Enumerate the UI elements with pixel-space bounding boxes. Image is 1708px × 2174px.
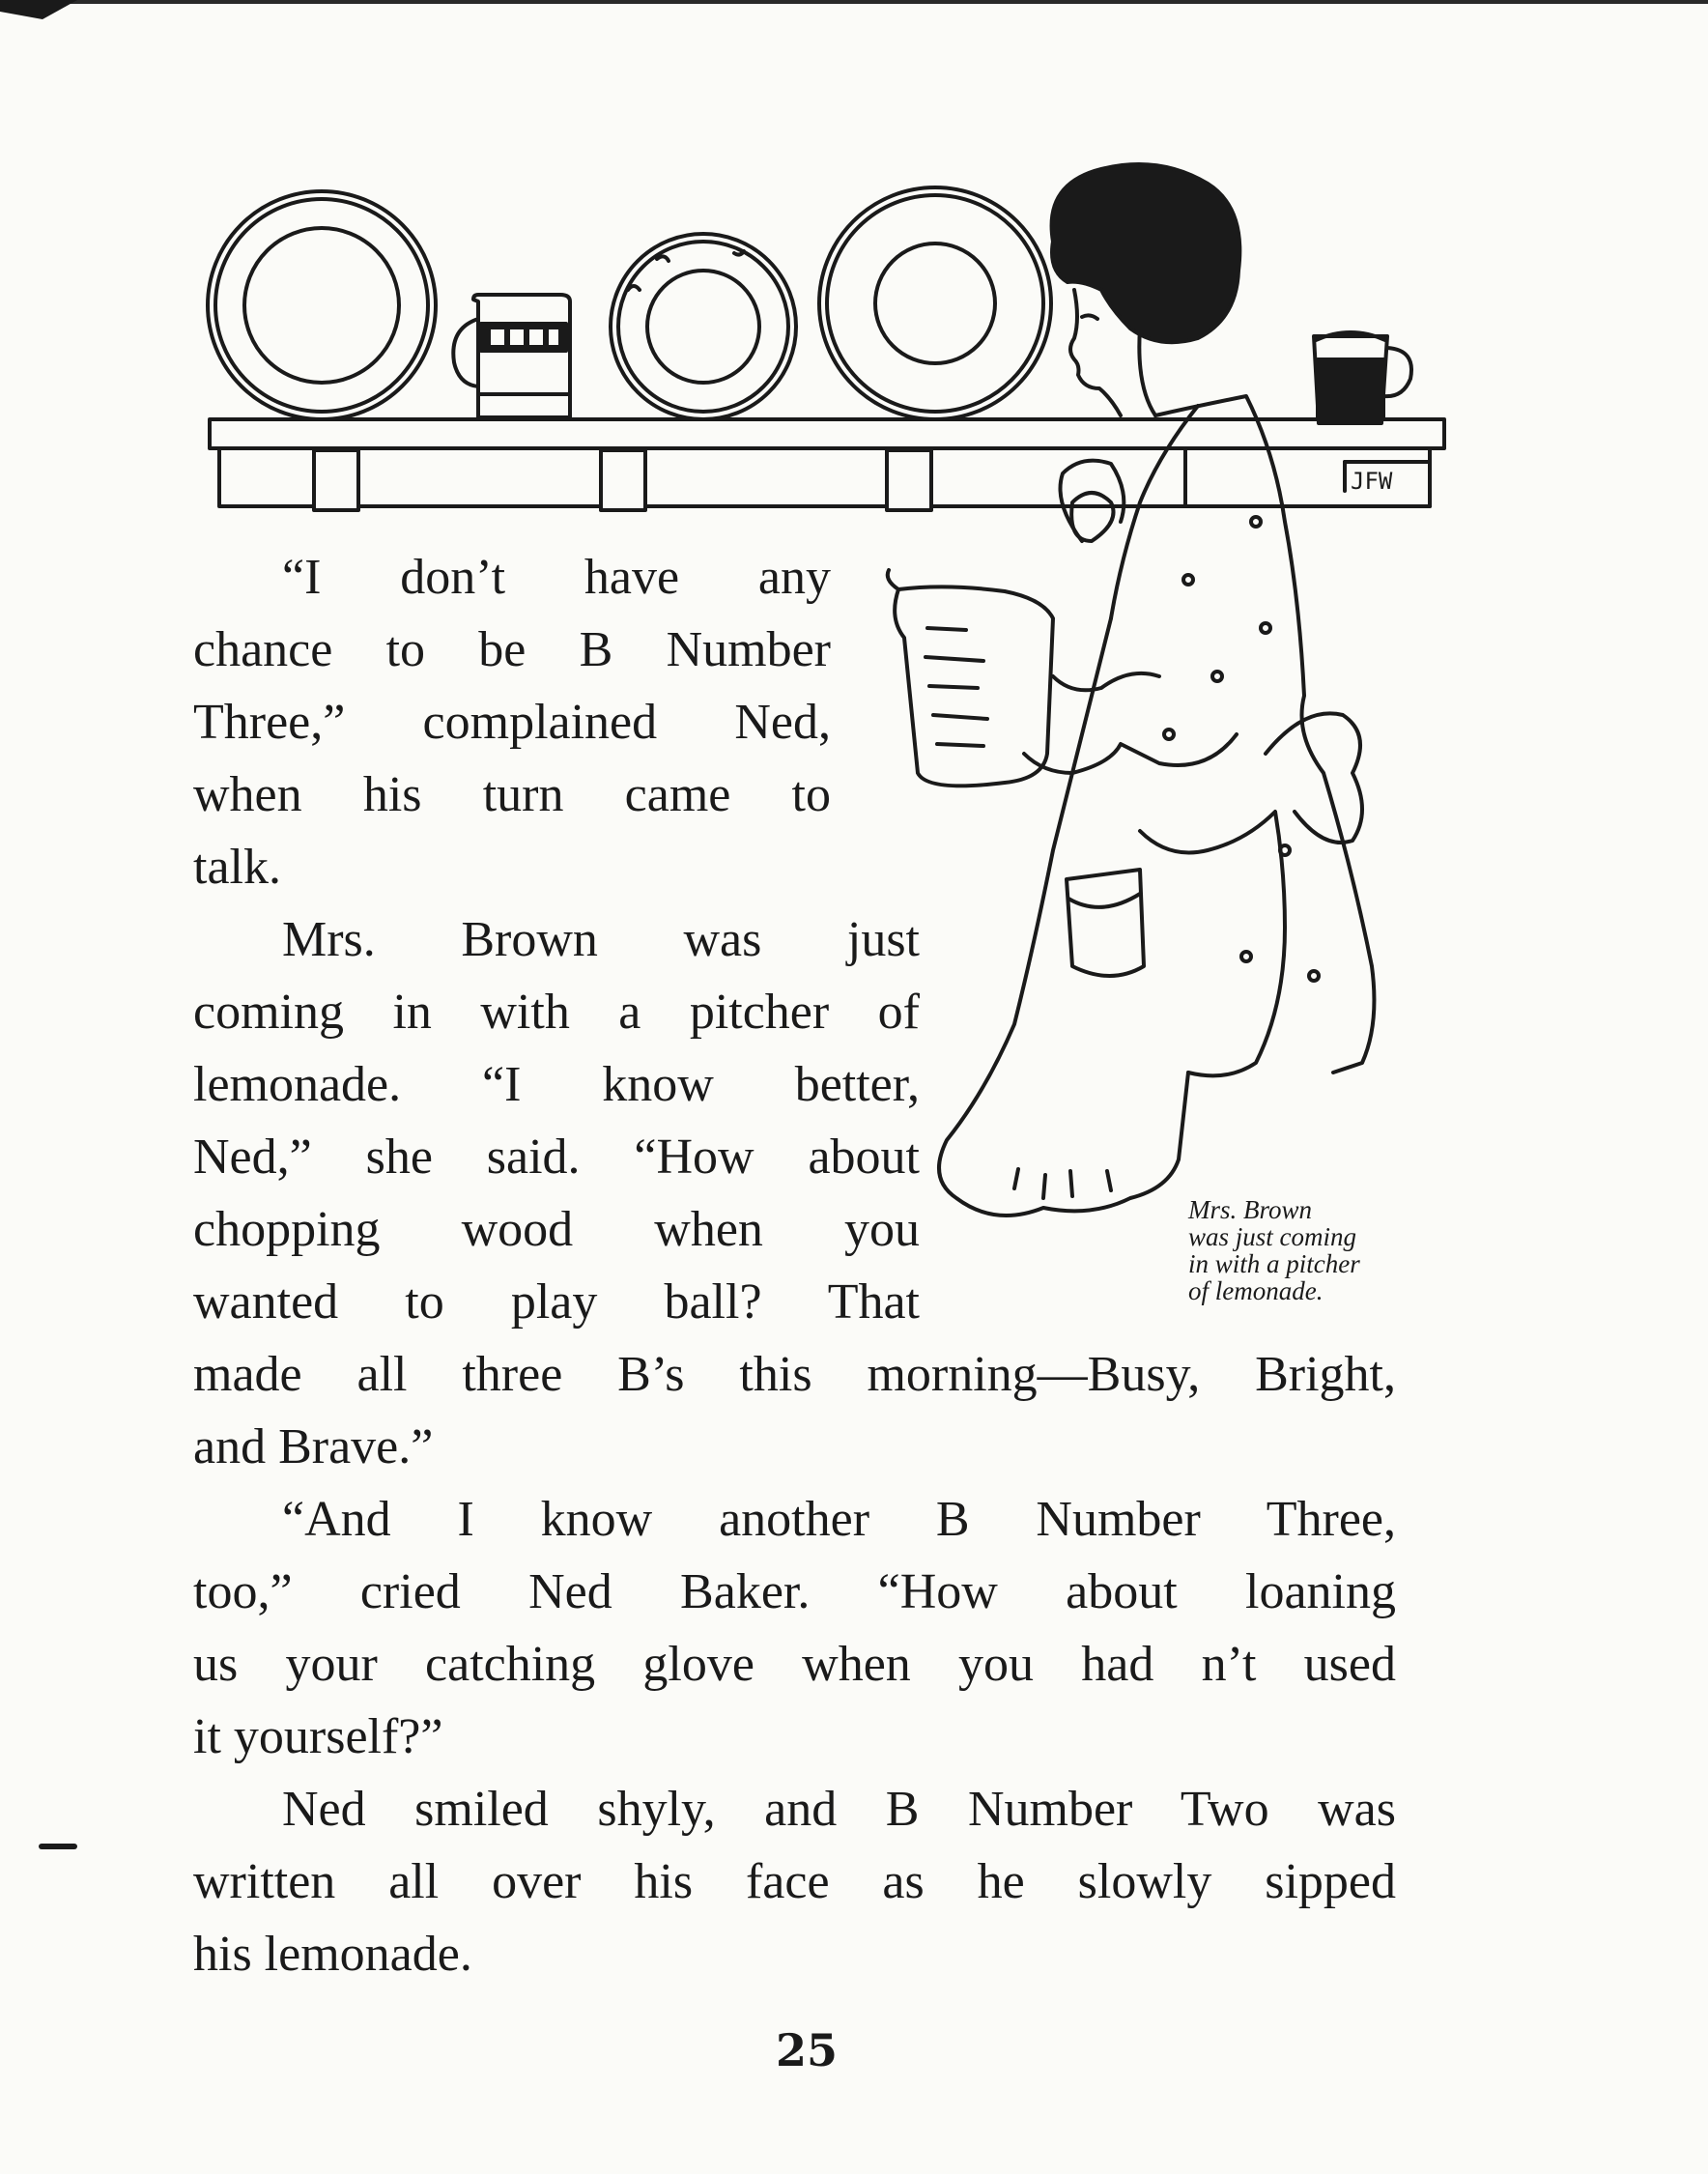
page-top-edge: [0, 0, 1708, 4]
text-line: us your catching glove when you had n’t used: [193, 1637, 1396, 1692]
cup-drawing: [1314, 332, 1411, 423]
plate-middle-drawing: [611, 234, 796, 419]
text-line: Mrs. Brown was just: [282, 912, 920, 967]
text-line: made all three B’s this morning—Busy, Bright,: [193, 1347, 1396, 1402]
margin-mark: [39, 1844, 77, 1849]
text-line: chopping wood when you: [193, 1202, 920, 1257]
caption-line: of lemonade.: [1188, 1276, 1324, 1305]
text-line: Three,” complained Ned,: [193, 695, 831, 750]
artist-monogram-mark: [1345, 462, 1428, 491]
text-line: chance to be B Number: [193, 622, 831, 677]
plate-right-drawing: [819, 187, 1051, 419]
text-line: lemonade. “I know better,: [193, 1057, 920, 1112]
caption-line: Mrs. Brown: [1188, 1195, 1313, 1224]
plate-left-drawing: [208, 191, 436, 419]
text-line: written all over his face as he slowly sipped: [193, 1854, 1396, 1909]
text-line: talk.: [193, 840, 281, 895]
text-line: Ned,” she said. “How about: [193, 1130, 920, 1185]
text-line: coming in with a pitcher of: [193, 985, 920, 1040]
text-line: wanted to play ball? That: [193, 1274, 920, 1330]
text-line: his lemonade.: [193, 1927, 472, 1982]
paragraph-4: [193, 1773, 1401, 1990]
text-line: and Brave.”: [193, 1419, 434, 1474]
page-number: 25: [775, 2024, 838, 2076]
paragraph-1: [193, 541, 1401, 903]
text-line: Ned smiled shyly, and B Number Two was: [282, 1782, 1396, 1837]
text-line: “I don’t have any: [282, 550, 831, 605]
paragraph-2: [193, 903, 1401, 1483]
paragraph-3: [193, 1483, 1401, 1773]
caption-line: in with a pitcher: [1188, 1249, 1360, 1278]
illustration-caption: [1188, 1196, 1439, 1304]
mug-drawing: [453, 295, 570, 417]
text-line: “And I know another B Number Three,: [282, 1492, 1396, 1547]
caption-line: was just coming: [1188, 1222, 1357, 1251]
artist-monogram: JFW: [1351, 468, 1393, 495]
text-line: it yourself?”: [193, 1709, 443, 1764]
shelf-drawing: [210, 419, 1444, 510]
text-line: too,” cried Ned Baker. “How about loaning: [193, 1564, 1396, 1619]
text-line: when his turn came to: [193, 767, 831, 822]
print-corner-mark: [0, 0, 77, 19]
